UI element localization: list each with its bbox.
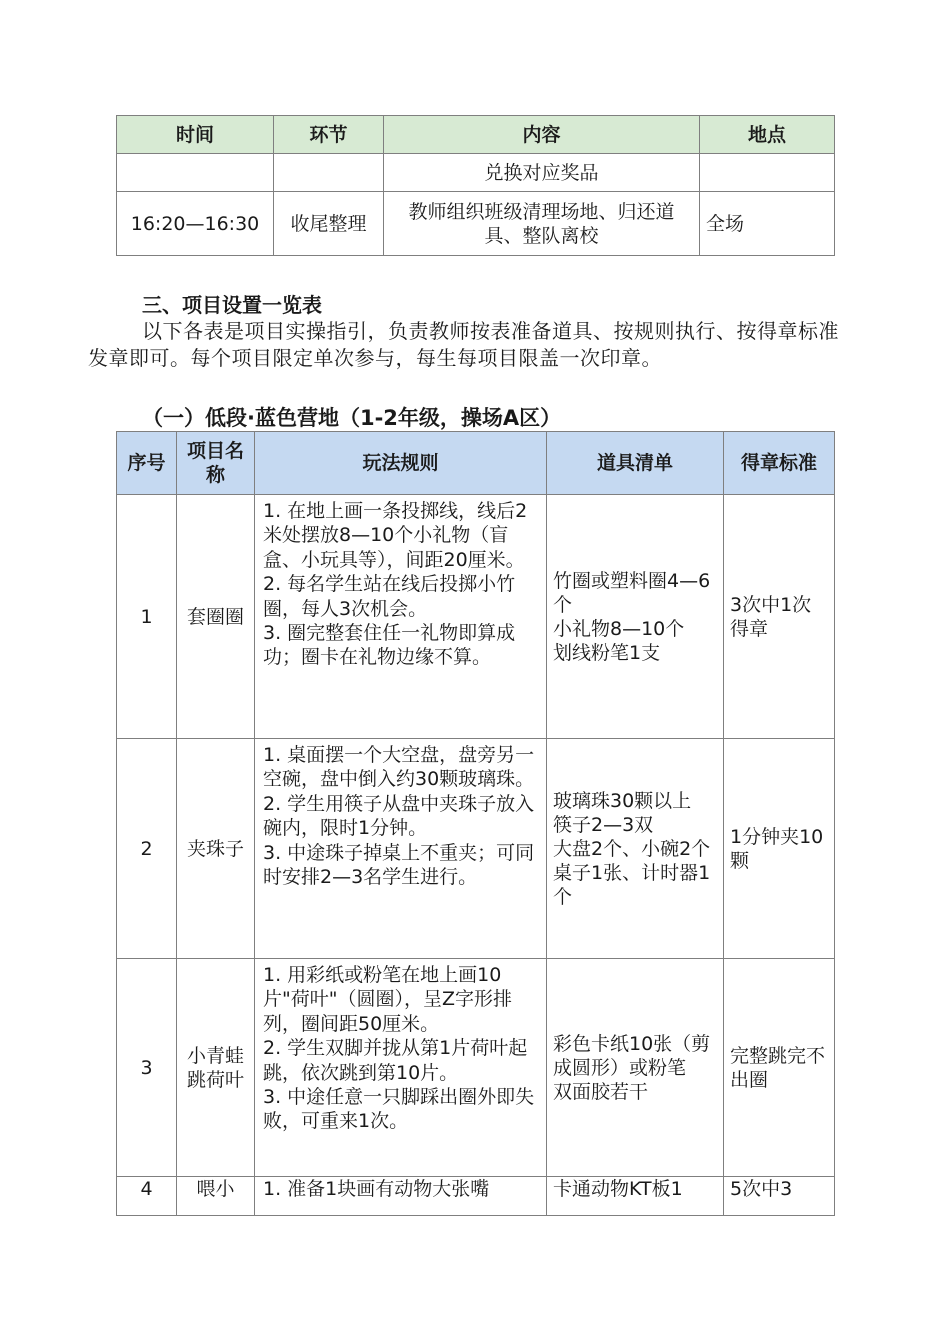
header-place: 地点 (700, 116, 835, 154)
cell-props (547, 495, 724, 739)
cell-stage: 收尾整理 (274, 192, 384, 256)
table-row (117, 192, 835, 256)
table-header-row (117, 432, 835, 495)
cell-props (547, 959, 724, 1177)
cell-rules (255, 495, 547, 739)
cell-no: 1 (117, 495, 177, 739)
schedule-table (116, 115, 835, 256)
cell-rules (255, 739, 547, 959)
cell-place (700, 154, 835, 192)
header-name: 项目名称 (177, 432, 255, 495)
header-content: 内容 (384, 116, 700, 154)
cell-name: 喂小 (177, 1177, 255, 1216)
table-row (117, 959, 835, 1177)
prop-line: 桌子1张、计时器1个 (553, 861, 711, 908)
prop-line: 玻璃珠30颗以上 (553, 789, 692, 812)
header-no: 序号 (117, 432, 177, 495)
cell-stage (274, 154, 384, 192)
prop-line: 卡通动物KT板1 (553, 1178, 683, 1200)
rule-line: 3. 中途任意一只脚踩出圈外即失败，可重来1次。 (263, 1086, 535, 1133)
rule-line: 1. 用彩纸或粉笔在地上画10片"荷叶"（圆圈），呈Z字形排列，圈间距50厘米。 (263, 964, 512, 1035)
cell-name: 夹珠子 (177, 739, 255, 959)
section-intro: 以下各表是项目实操指引，负责教师按表准备道具、按规则执行、按得章标准发章即可。每个项目限定单次参与，每生每项目限盖一次印章。 (88, 319, 839, 370)
rule-line: 1. 桌面摆一个大空盘，盘旁另一空碗，盘中倒入约30颗玻璃珠。 (263, 744, 535, 791)
header-props: 道具清单 (547, 432, 724, 495)
cell-standard: 1分钟夹10颗 (724, 739, 835, 959)
table-row (117, 495, 835, 739)
section-heading: 三、项目设置一览表 (142, 293, 322, 317)
prop-line: 双面胶若干 (553, 1080, 649, 1103)
rule-line: 1. 准备1块画有动物大张嘴 (263, 1178, 490, 1200)
cell-name: 套圈圈 (177, 495, 255, 739)
header-time: 时间 (117, 116, 274, 154)
table-row (117, 154, 835, 192)
cell-no: 3 (117, 959, 177, 1177)
table-header-row (117, 116, 835, 154)
prop-line: 大盘2个、小碗2个 (553, 837, 711, 860)
cell-no: 4 (117, 1177, 177, 1216)
table-row (117, 1177, 835, 1216)
rule-line: 2. 每名学生站在线后投掷小竹圈，每人3次机会。 (263, 573, 516, 620)
rule-line: 3. 中途珠子掉桌上不重夹；可同时安排2—3名学生进行。 (263, 841, 535, 889)
cell-rules (255, 1177, 547, 1216)
cell-place: 全场 (700, 192, 835, 256)
prop-line: 筷子2—3双 (553, 813, 654, 836)
subsection-heading: （一）低段·蓝色营地（1-2年级，操场A区） (142, 406, 562, 430)
cell-standard: 5次中3 (724, 1177, 835, 1216)
cell-standard: 完整跳完不出圈 (724, 959, 835, 1177)
rule-line: 3. 圈完整套住任一礼物即算成功；圈卡在礼物边缘不算。 (263, 622, 516, 669)
cell-props (547, 1177, 724, 1216)
cell-content: 兑换对应奖品 (384, 154, 700, 192)
cell-standard: 3次中1次得章 (724, 495, 835, 739)
prop-line: 竹圈或塑料圈4—6个 (553, 569, 711, 616)
table-row (117, 739, 835, 959)
rule-line: 2. 学生用筷子从盘中夹珠子放入碗内，限时1分钟。 (263, 792, 535, 840)
cell-rules (255, 959, 547, 1177)
prop-line: 划线粉笔1支 (553, 641, 661, 664)
cell-name: 小青蛙跳荷叶 (177, 959, 255, 1177)
rule-line: 1. 在地上画一条投掷线，线后2米处摆放8—10个小礼物（盲盒、小玩具等），间距20厘米。 (263, 500, 528, 571)
cell-no: 2 (117, 739, 177, 959)
cell-content: 教师组织班级清理场地、归还道具、整队离校 (384, 192, 700, 256)
project-table (116, 431, 835, 1216)
cell-time (117, 154, 274, 192)
rule-line: 2. 学生双脚并拢从第1片荷叶起跳，依次跳到第10片。 (263, 1037, 528, 1084)
header-rules: 玩法规则 (255, 432, 547, 495)
header-standard: 得章标准 (724, 432, 835, 495)
prop-line: 小礼物8—10个 (553, 617, 685, 640)
cell-props (547, 739, 724, 959)
cell-time: 16:20—16:30 (117, 192, 274, 256)
prop-line: 彩色卡纸10张（剪成圆形）或粉笔 (553, 1032, 711, 1079)
header-stage: 环节 (274, 116, 384, 154)
